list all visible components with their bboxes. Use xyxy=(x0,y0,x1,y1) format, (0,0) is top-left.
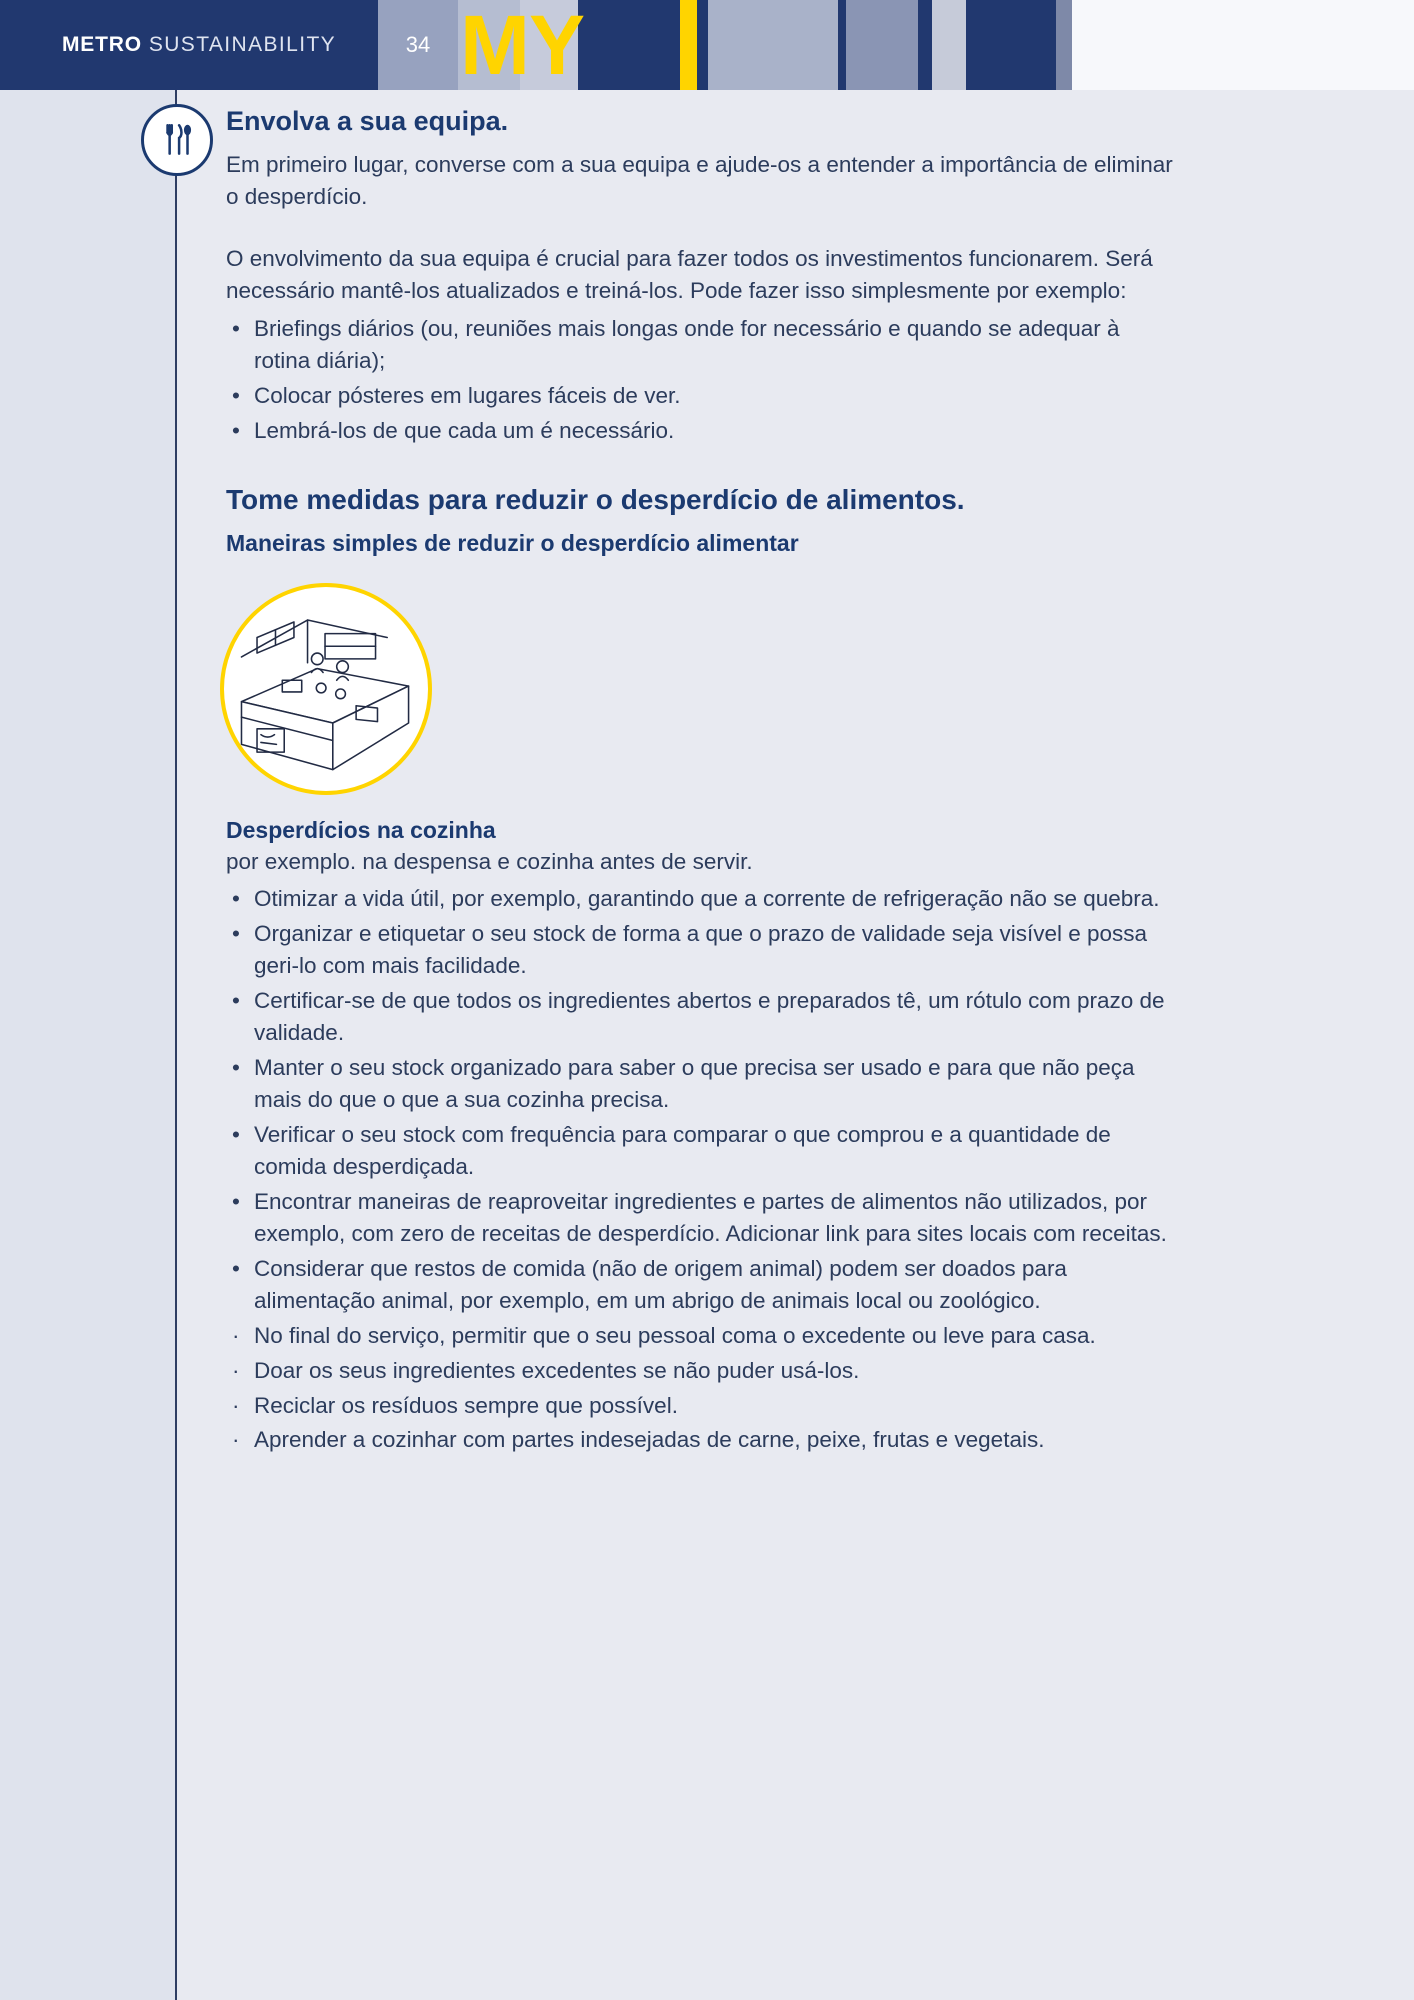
bullet-text: Considerar que restos de comida (não de origem animal) podem ser doados para alimentação animal, por exemplo, em um abrigo de animais local ou zoológico. xyxy=(254,1255,1067,1313)
bullet-item xyxy=(226,380,1178,412)
bullet-item xyxy=(226,1355,1178,1387)
bullet-text: Doar os seus ingredientes excedentes se não puder usá-los. xyxy=(254,1357,860,1383)
section-title-envolva: Envolva a sua equipa. xyxy=(226,106,509,136)
bullet-marker: · xyxy=(232,1322,240,1348)
deco-stripe xyxy=(1056,0,1072,90)
bullet-marker: • xyxy=(232,382,240,408)
bullet-text: Manter o seu stock organizado para saber o que precisa ser usado e para que não peça mais do que o que a sua cozinha precisa. xyxy=(254,1055,1135,1113)
bullet-marker: • xyxy=(232,886,240,912)
bullet-text: Encontrar maneiras de reaproveitar ingredientes e partes de alimentos não utilizados, por exemplo, com zero de receitas de desperdício. Adicionar link para sites locais com receitas. xyxy=(254,1188,1167,1246)
dot-list-kitchen xyxy=(226,1320,1178,1457)
bullet-text: Aprender a cozinhar com partes indesejadas de carne, peixe, frutas e vegetais. xyxy=(254,1427,1045,1453)
bullet-marker: • xyxy=(232,315,240,341)
page-number: 34 xyxy=(405,32,431,57)
bullet-marker: · xyxy=(232,1427,240,1453)
page-number-box xyxy=(378,0,458,90)
kitchen-illustration xyxy=(220,583,432,795)
bullet-text: Otimizar a vida útil, por exemplo, garantindo que a corrente de refrigeração não se quebra. xyxy=(254,886,1160,912)
bullet-item xyxy=(226,985,1178,1049)
bullet-item xyxy=(226,883,1178,915)
bullet-item xyxy=(226,1052,1178,1116)
bullet-item xyxy=(226,1186,1178,1250)
bullet-item xyxy=(226,415,1178,447)
spacer xyxy=(226,450,1178,484)
bullet-marker: • xyxy=(232,1188,240,1214)
paragraph: Em primeiro lugar, converse com a sua equipa e ajude-os a entender a importância de eliminar o desperdício. xyxy=(226,152,1173,209)
bullet-text: Verificar o seu stock com frequência para comparar o que comprou e a quantidade de comida desperdiçada. xyxy=(254,1122,1111,1179)
section-title-medidas: Tome medidas para reduzir o desperdício de alimentos. xyxy=(226,483,965,515)
bullet-item xyxy=(226,1390,1178,1422)
header-bar xyxy=(0,0,1414,90)
brand xyxy=(62,0,336,90)
bullet-marker: • xyxy=(232,417,240,443)
cutlery-icon xyxy=(141,104,213,176)
intro-line: por exemplo. na despensa e cozinha antes de servir. xyxy=(226,848,753,874)
deco-stripe xyxy=(932,0,966,90)
bullet-item xyxy=(226,313,1178,377)
paragraph: O envolvimento da sua equipa é crucial para fazer todos os investimentos funcionarem. Será necessário mantê-los atualizados e treiná-los. Pode fazer isso simplesmente por exemplo: xyxy=(226,245,1153,303)
bullet-text: Colocar pósteres em lugares fáceis de ver. xyxy=(254,382,681,408)
bullet-text: Reciclar os resíduos sempre que possível. xyxy=(254,1392,678,1418)
deco-stripe xyxy=(708,0,838,90)
bullet-marker: • xyxy=(232,988,240,1014)
bullet-text: Briefings diários (ou, reuniões mais longas onde for necessário e quando se adequar à rotina diária); xyxy=(254,315,1120,373)
brand-metro: METRO xyxy=(62,33,142,56)
header-decoration xyxy=(458,0,1072,90)
bullet-item xyxy=(226,1253,1178,1317)
bullet-item xyxy=(226,1119,1178,1183)
bullet-marker: • xyxy=(232,921,240,947)
divider-line xyxy=(175,90,177,2000)
bullet-marker: • xyxy=(232,1055,240,1081)
deco-stripe xyxy=(846,0,918,90)
subheading-cozinha: Desperdícios na cozinha xyxy=(226,816,496,843)
bullet-text: Certificar-se de que todos os ingredientes abertos e preparados tê, um rótulo com prazo de validade. xyxy=(254,988,1165,1046)
main-content xyxy=(226,106,1178,1459)
bullet-list-kitchen xyxy=(226,883,1178,1316)
bullet-item xyxy=(226,918,1178,982)
brand-sustainability: SUSTAINABILITY xyxy=(148,33,337,56)
bullet-text: No final do serviço, permitir que o seu pessoal coma o excedente ou leve para casa. xyxy=(254,1322,1096,1348)
header-white-block xyxy=(1072,0,1414,90)
bullet-marker: · xyxy=(232,1392,240,1418)
section-subtitle: Maneiras simples de reduzir o desperdício alimentar xyxy=(226,529,799,556)
bullet-item xyxy=(226,1424,1178,1456)
bullet-text: Organizar e etiquetar o seu stock de forma a que o prazo de validade seja visível e possa geri-lo com mais facilidade. xyxy=(254,921,1148,979)
bullet-marker: • xyxy=(232,1122,240,1147)
bullet-marker: • xyxy=(232,1255,240,1281)
bullet-item xyxy=(226,1320,1178,1352)
bullet-list-team xyxy=(226,313,1178,447)
bullet-text: Lembrá-los de que cada um é necessário. xyxy=(254,417,675,443)
left-margin-column xyxy=(0,90,176,2000)
deco-stripe-yellow xyxy=(680,0,697,90)
bullet-marker: · xyxy=(232,1357,240,1383)
my-watermark: MY xyxy=(460,0,584,90)
